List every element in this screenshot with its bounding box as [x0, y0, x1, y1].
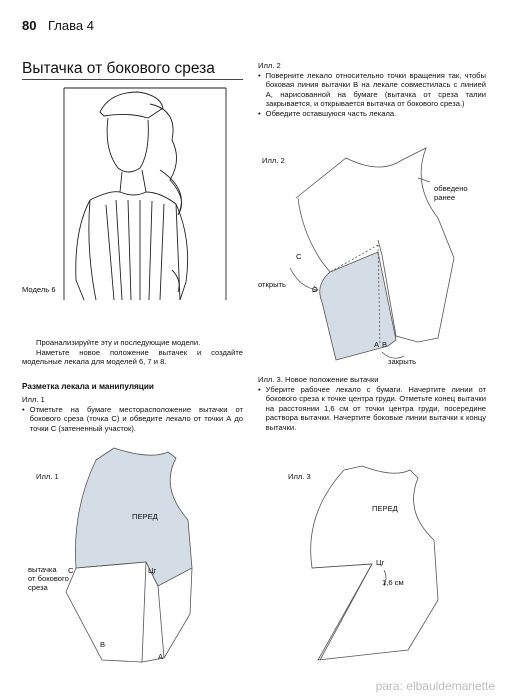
bullet-icon: • [258, 70, 261, 80]
fig1-point-b: В [100, 640, 106, 649]
fig3-label: Илл. 3 [288, 472, 311, 481]
bullet-icon: • [258, 108, 261, 118]
ill1-heading: Илл. 1 [22, 395, 45, 404]
fig1-dart-label: вытачка от бокового среза [28, 565, 69, 592]
fig2-point-b: В [382, 340, 388, 349]
ill2-bullet-1-text: Поверните лекало относительно точки вращения так, чтобы боковая линия вытачки В на лекале совместилась с линией А, нарисованной на бумаге (вытачка от среза талии закрывается, и открывается вытачка от бокового среза.) [265, 70, 486, 109]
page-number: 80 [22, 18, 37, 33]
ill2-heading: Илл. 2 [258, 61, 281, 70]
fig1-label: Илл. 1 [36, 472, 59, 481]
ill2-bullet-2-text: Обведите оставшуюся часть лекала. [265, 108, 397, 118]
section-title: Вытачка от бокового среза [22, 60, 215, 77]
fig2-close-label: закрыть [388, 357, 417, 366]
fig2-traced-note: обведено ранее [434, 184, 468, 202]
fig2-point-a: А [374, 340, 380, 349]
fig1-bust-point: Цг [148, 566, 157, 575]
fig1-point-c: С [68, 566, 74, 575]
chapter-title: Глава 4 [48, 18, 94, 33]
fig3-bust-point: Цг [376, 558, 385, 567]
fig2-open-label: открыть [258, 280, 286, 289]
section-heading: Разметка лекала и манипуляции [22, 382, 154, 391]
fig2-point-c-upper: С [296, 252, 302, 261]
bullet-icon: • [22, 404, 25, 414]
model-label: Модель 6 [22, 285, 56, 294]
ill3-heading: Илл. 3. Новое положение вытачки [258, 375, 379, 384]
watermark: para: elbauldemariette [375, 679, 495, 693]
fig1-point-a: А [158, 652, 164, 661]
intro-paragraph-2: Наметьте новое положение вытачек и создайте модельные лекала для моделей 6, 7 и 8. [22, 347, 243, 367]
ill3-bullet-text: Уберите рабочее лекало с бумаги. Начертите линии от бокового среза к точке центра груди. Отметьте конец вытачки на расстоянии 1,6 см от точки центра груди, посередине раствора вытачки. Начертите боковые линии вытачки к концу вытачки. [265, 384, 486, 432]
fig1-front-label: ПЕРЕД [132, 512, 158, 521]
ill1-bullet-text: Отметьте на бумаге месторасположение вытачки от бокового среза (точка С) и обведите лекало от точки А до точки С (затененный участок). [29, 404, 243, 433]
fig3-front-label: ПЕРЕД [372, 504, 398, 513]
bullet-icon: • [258, 384, 261, 394]
fig2-point-c-lower: С [312, 285, 318, 294]
intro-paragraph-1: Проанализируйте эту и последующие модели. [36, 338, 201, 347]
fig3-measure-label: 1,6 см [382, 578, 404, 587]
fig2-label: Илл. 2 [262, 156, 285, 165]
